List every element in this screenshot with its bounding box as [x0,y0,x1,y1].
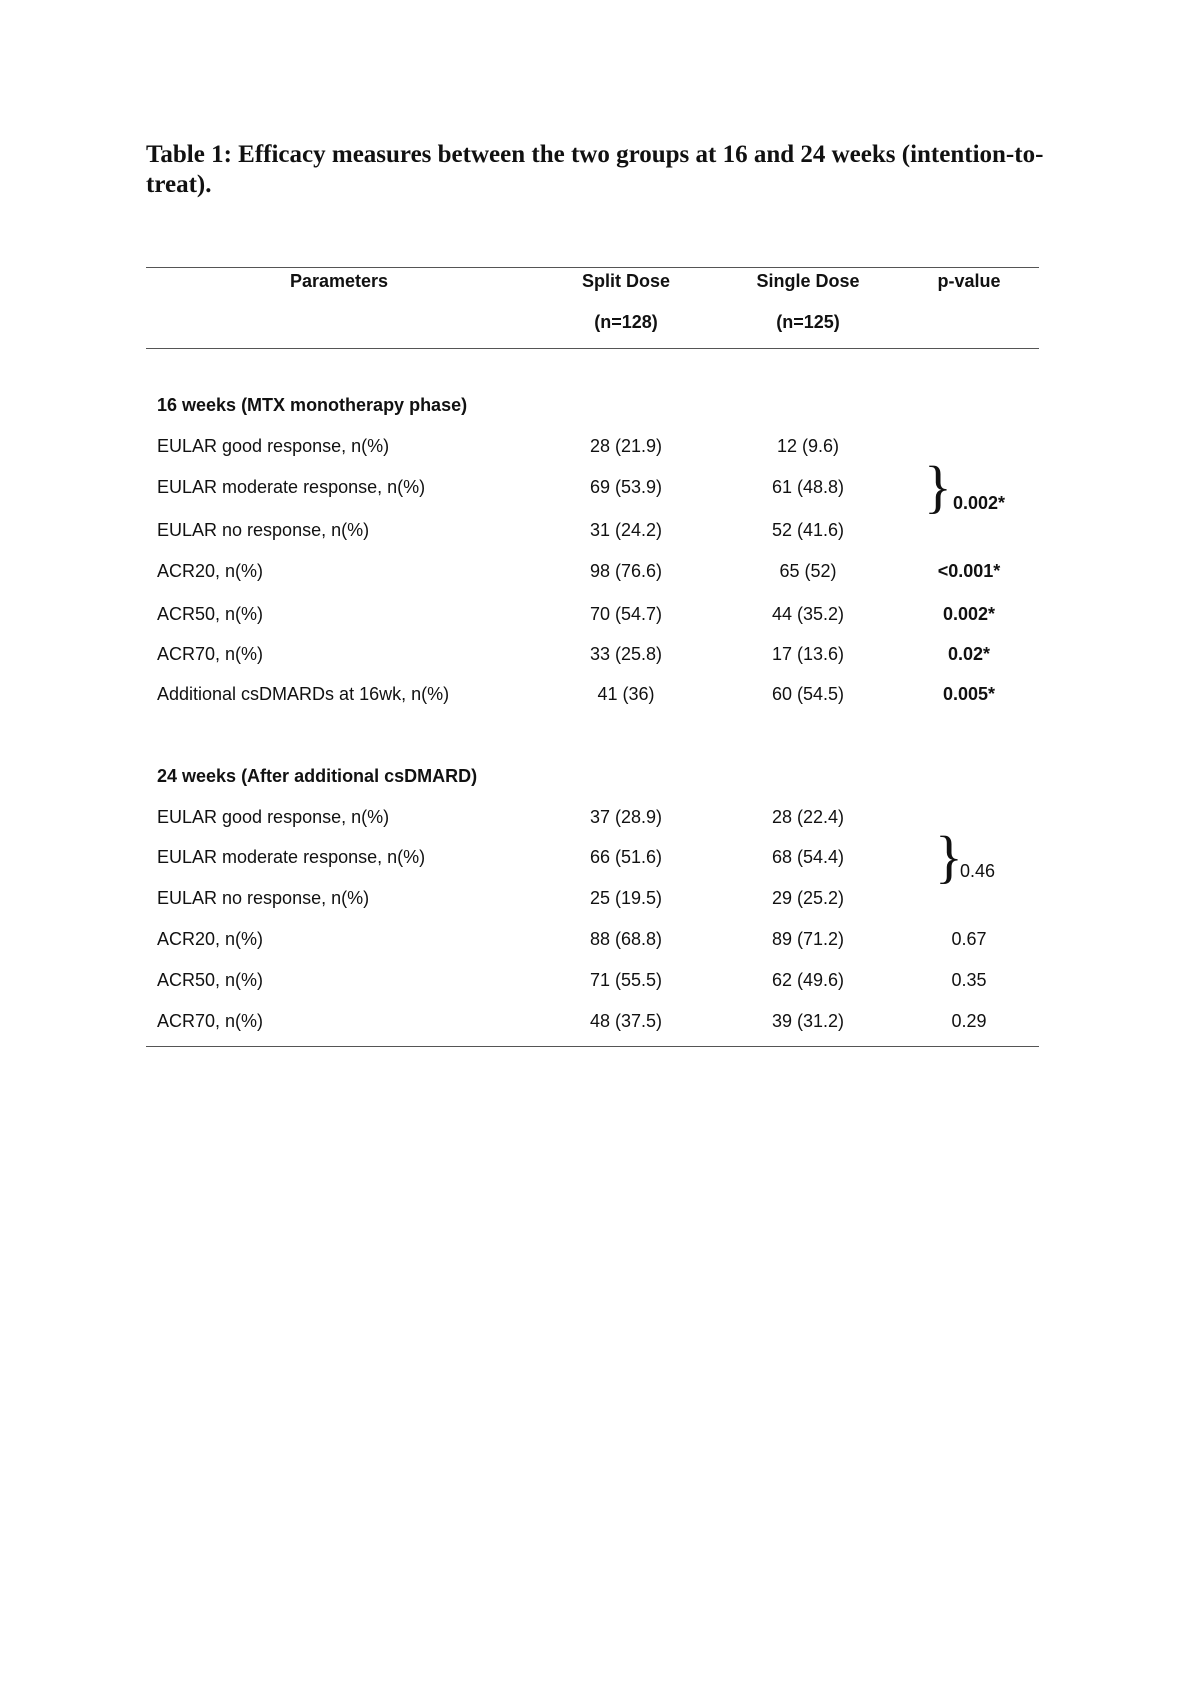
row-label: EULAR good response, n(%) [157,807,390,827]
row-label: ACR50, n(%) [157,970,264,990]
cell-split: 66 (51.6) [589,847,663,867]
cell-split: 25 (19.5) [589,888,663,908]
cell-p-value: 0.35 [951,970,987,990]
header-split-n: (n=128) [594,312,658,332]
row-label: ACR70, n(%) [157,644,264,664]
cell-p-value: 0.002* [942,604,996,624]
cell-single: 60 (54.5) [771,684,845,704]
cell-split: 48 (37.5) [589,1011,663,1031]
row-label: ACR20, n(%) [157,561,264,581]
cell-split: 33 (25.8) [589,644,663,664]
table-caption: Table 1: Efficacy measures between the two groups at 16 and 24 weeks (intention-to-treat). [146,141,1044,198]
row-label: EULAR no response, n(%) [157,888,370,908]
cell-single: 62 (49.6) [771,970,845,990]
cell-single: 44 (35.2) [771,604,845,624]
cell-single: 12 (9.6) [776,436,840,456]
cell-p-value: 0.02* [947,644,991,664]
cell-p-value: <0.001* [937,561,1001,581]
row-label: Additional csDMARDs at 16wk, n(%) [157,684,450,704]
cell-split: 37 (28.9) [589,807,663,827]
cell-single: 65 (52) [779,561,837,581]
cell-single: 89 (71.2) [771,929,845,949]
row-label: ACR70, n(%) [157,1011,264,1031]
cell-single: 68 (54.4) [771,847,845,867]
brace-glyph-16wk: } [924,454,952,519]
cell-split: 88 (68.8) [589,929,663,949]
row-label: ACR20, n(%) [157,929,264,949]
header-single-n: (n=125) [776,312,840,332]
row-label: EULAR good response, n(%) [157,436,390,456]
cell-p-value: 0.67 [951,929,987,949]
cell-p-value: 0.29 [951,1011,987,1031]
eular-p-value-16wk: 0.002* [953,493,1006,513]
header-p-value: p-value [937,271,1001,291]
row-label: ACR50, n(%) [157,604,264,624]
cell-split: 70 (54.7) [589,604,663,624]
row-label: EULAR no response, n(%) [157,520,370,540]
row-label: EULAR moderate response, n(%) [157,847,426,867]
cell-split: 41 (36) [597,684,655,704]
cell-single: 28 (22.4) [771,807,845,827]
table-top-rule [146,267,1039,268]
brace-glyph-24wk: } [935,824,963,889]
cell-split: 71 (55.5) [589,970,663,990]
cell-single: 61 (48.8) [771,477,845,497]
cell-single: 52 (41.6) [771,520,845,540]
header-parameters: Parameters [289,271,389,291]
header-split-dose: Split Dose [581,271,671,291]
cell-single: 39 (31.2) [771,1011,845,1031]
section-title-16wk: 16 weeks (MTX monotherapy phase) [157,395,468,415]
eular-p-value-24wk: 0.46 [960,861,996,881]
cell-split: 28 (21.9) [589,436,663,456]
table-header-rule [146,348,1039,349]
section-title-24wk: 24 weeks (After additional csDMARD) [157,766,478,786]
row-label: EULAR moderate response, n(%) [157,477,426,497]
cell-p-value: 0.005* [942,684,996,704]
cell-single: 17 (13.6) [771,644,845,664]
cell-split: 98 (76.6) [589,561,663,581]
cell-split: 31 (24.2) [589,520,663,540]
cell-split: 69 (53.9) [589,477,663,497]
cell-single: 29 (25.2) [771,888,845,908]
header-single-dose: Single Dose [756,271,860,291]
table-bottom-rule [146,1046,1039,1047]
